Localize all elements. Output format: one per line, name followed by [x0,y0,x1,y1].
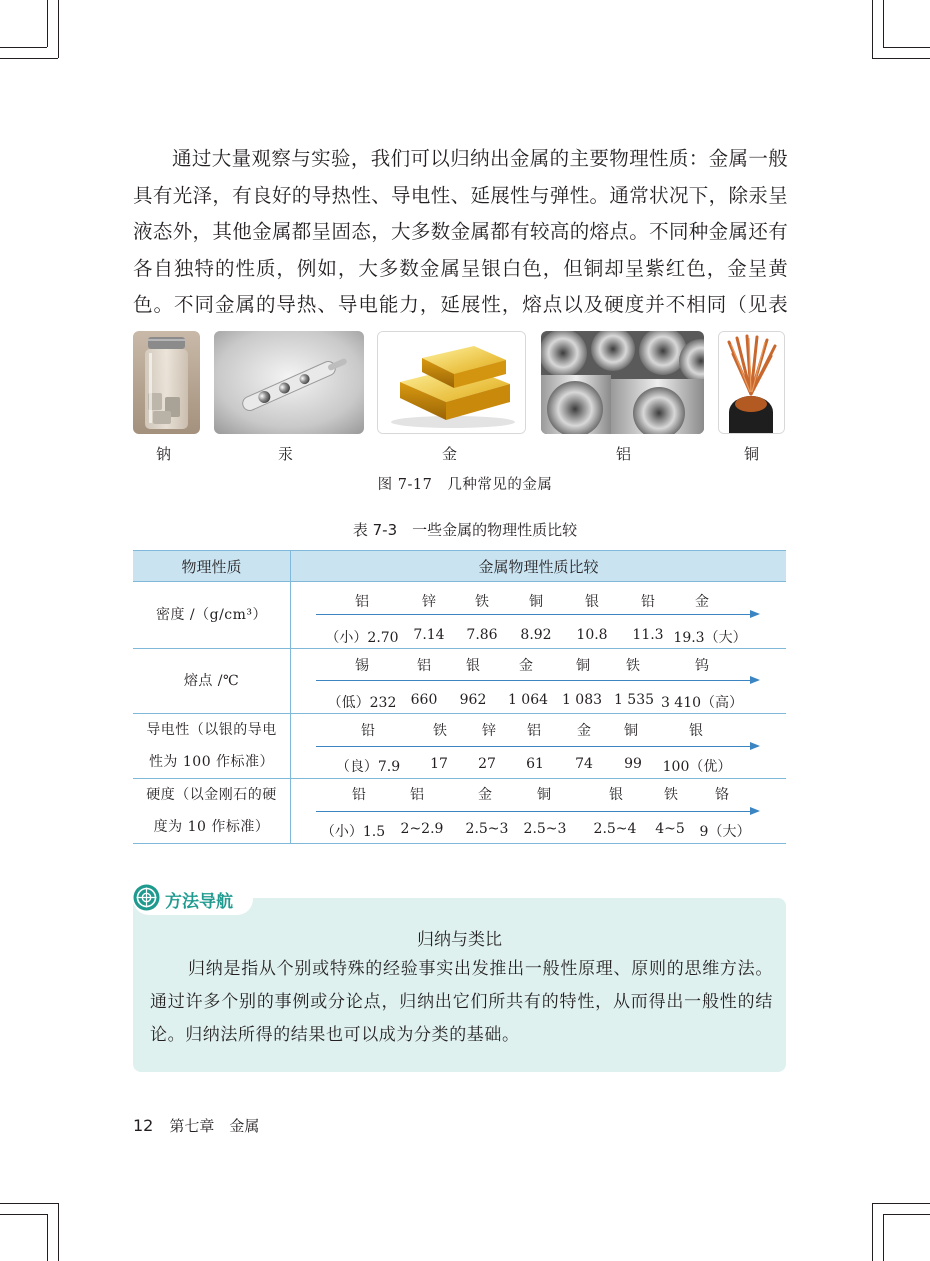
caption-mercury: 汞 [278,445,294,463]
metal-label: 锌 [482,723,496,739]
metal-label: 铝 [417,658,431,674]
crop-mark [883,1214,884,1261]
aluminum-photo [541,331,704,434]
value-label: （小）2.70 [325,630,399,646]
crop-mark [883,0,884,47]
caption-sodium: 钠 [156,445,172,463]
metal-label: 铁 [664,787,678,803]
value-label: （良）7.9 [335,759,401,775]
property-line: 度为 10 作标准） [153,819,270,835]
property-hardness [133,779,291,843]
crop-mark [872,58,930,59]
property-conductivity [133,714,291,778]
value-label: 2.5~4 [593,821,637,837]
metal-label: 锌 [422,594,436,610]
value-label: （低）232 [327,695,397,711]
table-row-hardness [133,779,786,844]
metal-label: 铬 [715,787,729,803]
header-comparison: 金属物理性质比较 [478,557,599,576]
metal-label: 金 [577,723,591,739]
value-label: 1 083 [561,692,603,708]
value-label: （小）1.5 [320,824,386,840]
crop-mark [58,0,59,58]
mercury-photo [214,331,364,434]
value-label: 2~2.9 [400,821,444,837]
value-label: 4~5 [655,821,685,837]
value-label: 2.5~3 [465,821,509,837]
table-row-conductivity [133,714,786,779]
table-row-melting-point [133,649,786,714]
property-table [133,550,786,844]
value-label: 9（大） [699,824,751,840]
caption-copper: 铜 [744,445,760,463]
density-values [291,582,786,648]
value-label: 17 [430,756,448,772]
caption-gold: 金 [442,445,458,463]
metal-label: 金 [519,658,533,674]
value-label: 19.3（大） [673,630,747,646]
hardness-values [291,779,786,843]
crop-mark [883,47,930,48]
crop-mark [872,1203,873,1261]
melting-point-arrow [316,680,758,681]
metal-label: 铝 [355,594,369,610]
metal-label: 铁 [433,723,447,739]
crop-mark [0,47,47,48]
metal-label: 银 [689,723,703,739]
page-footer [133,1115,259,1136]
metal-label: 铁 [626,658,640,674]
conductivity-values [291,714,786,778]
metal-label: 铅 [641,594,655,610]
hardness-arrow [316,811,758,812]
metal-label: 铜 [576,658,590,674]
value-label: 61 [526,756,544,772]
chapter-title: 第七章 金属 [169,1117,260,1135]
value-label: 10.8 [576,627,608,643]
crop-mark [872,0,873,58]
gold-photo [377,331,526,434]
property-line: 性为 100 作标准） [148,754,275,770]
value-label: 3 410（高） [660,695,744,711]
value-label: 27 [478,756,496,772]
crop-mark [872,1203,930,1204]
metal-label: 铜 [529,594,543,610]
method-title: 归纳与类比 [417,930,502,950]
metal-label: 铁 [475,594,489,610]
crop-mark [0,58,58,59]
property-line: 硬度（以金刚石的硬 [146,787,277,803]
compass-icon [133,884,160,915]
conductivity-arrow [316,746,758,747]
metal-label: 铜 [624,723,638,739]
metal-label: 金 [695,594,709,610]
value-label: 74 [575,756,593,772]
value-label: 2.5~3 [523,821,567,837]
sodium-photo [133,331,200,434]
page-number: 12 [133,1116,154,1135]
metal-label: 银 [466,658,480,674]
crop-mark [47,1214,48,1261]
metal-label: 铝 [410,787,424,803]
value-label: 8.92 [520,627,552,643]
density-arrow [316,614,758,615]
crop-mark [0,1203,58,1204]
metal-label: 铅 [361,723,375,739]
value-label: 7.86 [466,627,498,643]
method-tab-label: 方法导航 [165,891,233,912]
metal-label: 银 [609,787,623,803]
property-melting-point: 熔点 /℃ [133,649,291,713]
table-row-density [133,582,786,649]
table-header-row [133,551,786,582]
value-label: 962 [459,692,487,708]
method-tab [133,883,253,915]
intro-paragraph: 通过大量观察与实验，我们可以归纳出金属的主要物理性质：金属一般具有光泽，有良好的导热性、导电性、延展性与弹性。通常状况下，除汞呈液态外，其他金属都呈固态，大多数金属都有较高的熔点。不同种金属还有各自独特的性质，例如，大多数金属呈银白色，但铜却呈紫红色，金呈黄色。不同金属的导热、导电能力，延展性，熔点以及硬度并不相同（见表 [133,147,788,316]
table-caption: 表 7-3 一些金属的物理性质比较 [352,521,578,539]
crop-mark [883,1214,930,1215]
property-line: 导电性（以银的导电 [146,722,277,738]
metal-label: 钨 [695,658,709,674]
caption-aluminum: 铝 [616,445,632,463]
crop-mark [47,0,48,47]
value-label: 11.3 [632,627,664,643]
metal-label: 金 [478,787,492,803]
method-body: 归纳是指从个别或特殊的经验事实出发推出一般性原理、原则的思维方法。通过许多个别的事例或分论点，归纳出它们所共有的特性，从而得出一般性的结论。归纳法所得的结果也可以成为分类的基础。 [150,959,773,1045]
metal-label: 银 [585,594,599,610]
metal-label: 锡 [355,658,369,674]
copper-photo [718,331,785,434]
figure-caption: 图 7-17 几种常见的金属 [377,477,553,493]
value-label: 1 064 [507,692,549,708]
crop-mark [58,1203,59,1261]
value-label: 99 [624,756,642,772]
crop-mark [0,1214,47,1215]
metal-label: 铜 [537,787,551,803]
metal-label: 铝 [527,723,541,739]
property-density: 密度 /（g/cm³） [133,582,291,648]
value-label: 7.14 [413,627,445,643]
metal-label: 铅 [352,787,366,803]
value-label: 100（优） [662,759,732,775]
value-label: 660 [410,692,438,708]
header-property: 物理性质 [133,551,291,581]
melting-point-values [291,649,786,713]
value-label: 1 535 [613,692,655,708]
